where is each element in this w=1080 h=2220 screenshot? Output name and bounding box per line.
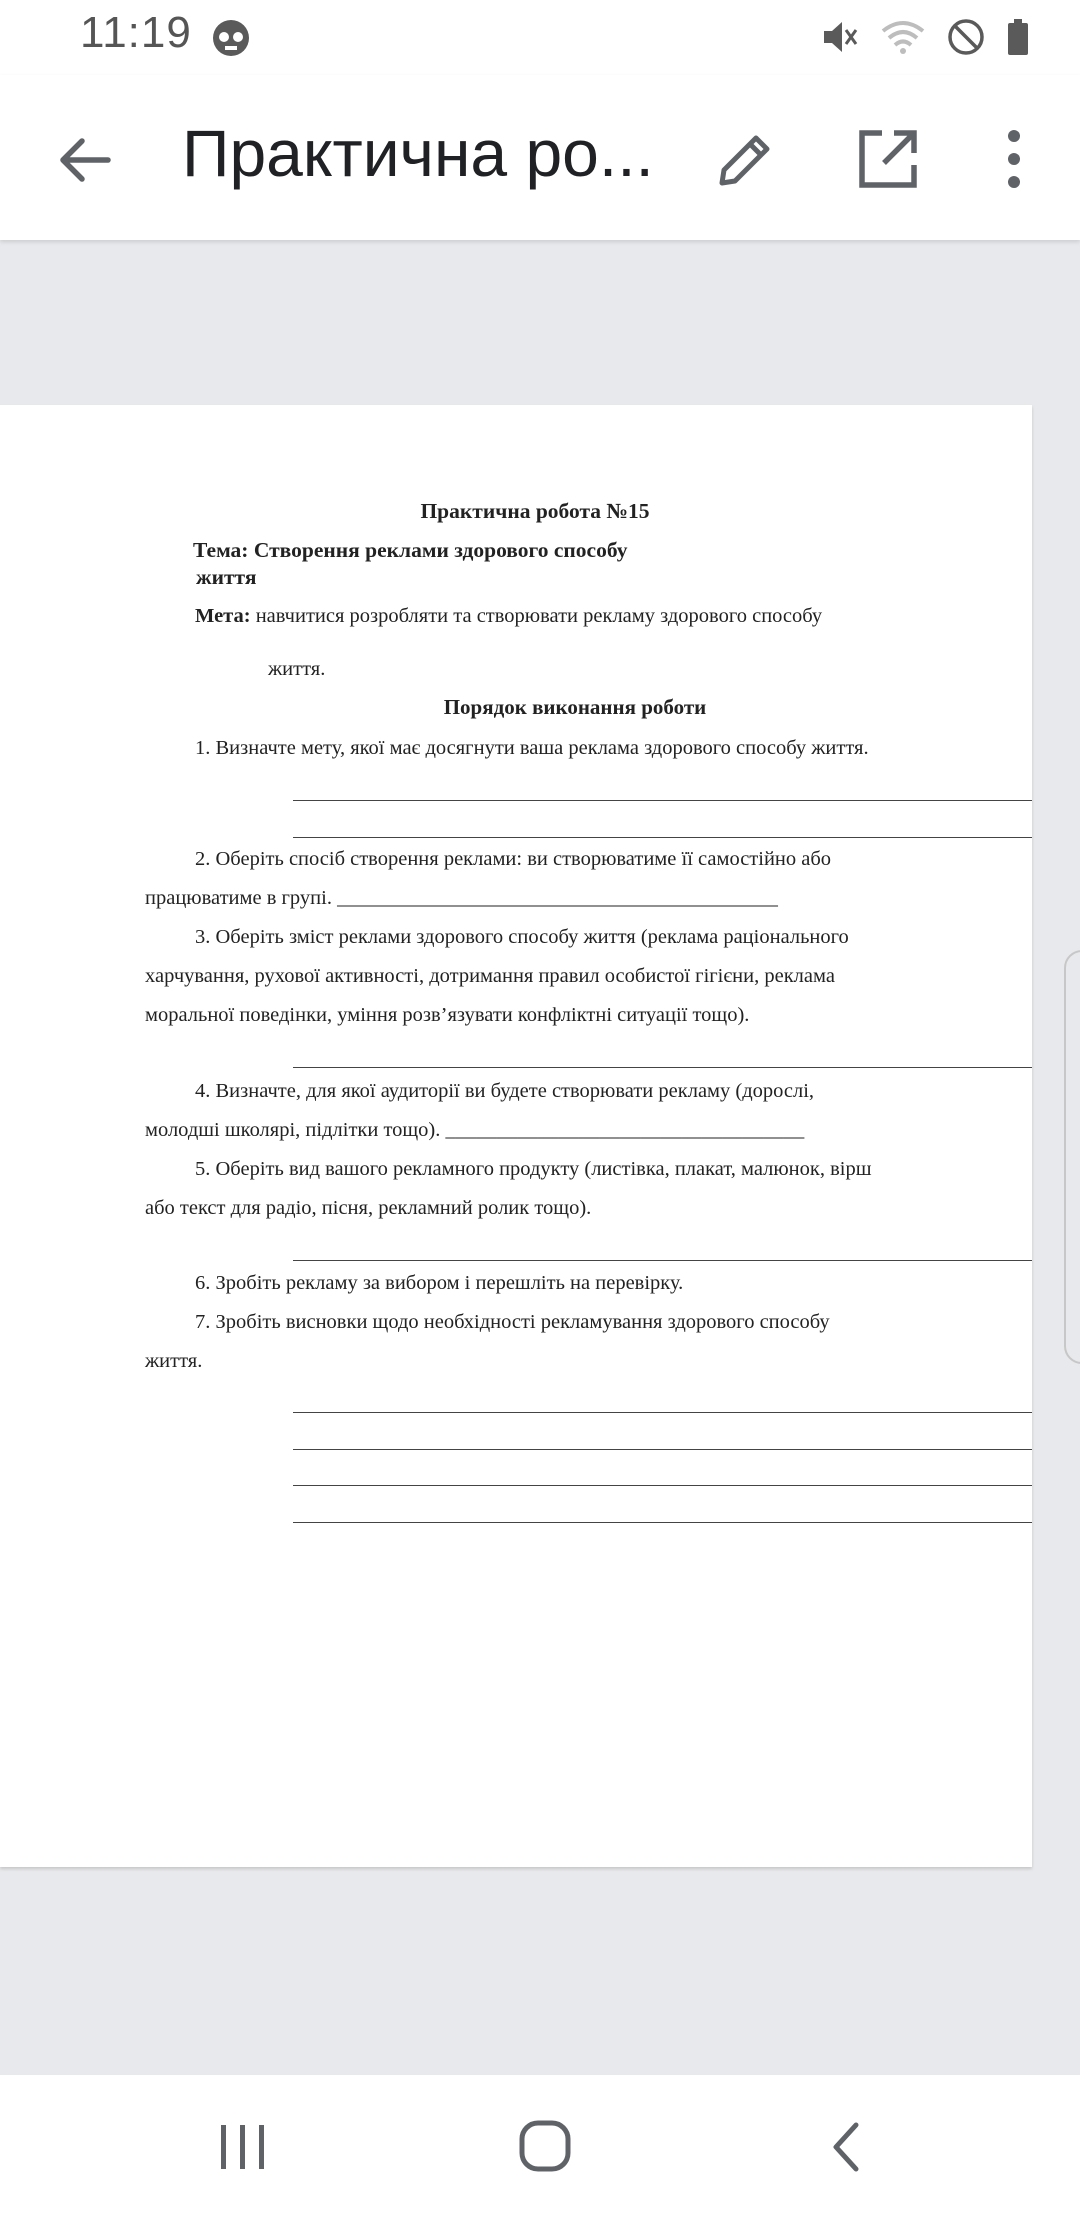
step-7-line2: життя. — [145, 1350, 203, 1372]
document-title: Практична ро... — [182, 116, 654, 190]
status-bar — [0, 0, 1080, 75]
goal-text-line1: навчитися розробляти та створювати рекламу здорового способу — [250, 605, 823, 627]
answer-line — [293, 1522, 1032, 1523]
recents-icon[interactable] — [218, 2121, 268, 2173]
step-4-line1: 4. Визначте, для якої аудиторії ви будете створювати рекламу (дорослі, — [195, 1080, 815, 1102]
answer-line — [293, 1412, 1032, 1413]
more-vert-icon[interactable] — [995, 123, 1033, 195]
pencil-icon[interactable] — [710, 125, 780, 195]
wifi-icon — [880, 17, 926, 57]
open-external-icon[interactable] — [852, 123, 924, 195]
status-icons — [820, 15, 1030, 59]
answer-line — [293, 1449, 1032, 1450]
doc-title: Практична робота №15 — [420, 499, 650, 523]
answer-line — [293, 1260, 1032, 1261]
app-bar — [0, 75, 1080, 240]
navigation-bar — [0, 2075, 1080, 2220]
answer-line — [293, 837, 1032, 838]
step-2-line1: 2. Оберіть спосіб створення реклами: ви створюватиме її самостійно або — [195, 848, 832, 870]
doc-theme — [193, 537, 723, 591]
doc-goal — [195, 605, 822, 628]
back-arrow-icon[interactable] — [50, 125, 120, 195]
doc-theme-line1: Тема: Створення реклами здорового способу — [193, 538, 628, 562]
answer-line — [293, 1067, 1032, 1068]
step-2-line2: працюватиме в групі. ___________________________________________ — [145, 887, 778, 909]
doc-theme-line2: життя — [196, 565, 257, 589]
do-not-disturb-icon — [946, 17, 986, 57]
order-title: Порядок виконання роботи — [443, 695, 707, 719]
step-7-line1: 7. Зробіть висновки щодо необхідності рекламування здорового способу — [195, 1311, 830, 1333]
step-5-line1: 5. Оберіть вид вашого рекламного продукту (листівка, плакат, малюнок, вірш — [195, 1158, 872, 1180]
status-time: 11:19 — [80, 8, 192, 57]
fast-scroll-handle[interactable] — [1064, 950, 1080, 1364]
step-6: 6. Зробіть рекламу за вибором і перешліть на перевірку. — [195, 1272, 684, 1294]
step-3-line3: моральної поведінки, уміння розв’язувати конфліктні ситуації тощо). — [145, 1004, 750, 1026]
answer-line — [293, 800, 1032, 801]
step-3-line2: харчування, рухової активності, дотримання правил особистої гігієни, реклама — [145, 965, 835, 987]
answer-line — [293, 1485, 1032, 1486]
goal-label: Мета: — [195, 605, 251, 627]
home-icon[interactable] — [518, 2119, 572, 2173]
battery-icon — [1006, 17, 1030, 57]
step-4-line2: молодші школярі, підлітки тощо). ___________________________________ — [145, 1119, 805, 1141]
step-1: 1. Визначте мету, якої має досягнути ваша реклама здорового способу життя. — [195, 737, 869, 759]
step-5-line2: або текст для радіо, пісня, рекламний ролик тощо). — [145, 1197, 592, 1219]
goal-text-line2: життя. — [268, 658, 326, 680]
back-icon[interactable] — [826, 2119, 866, 2175]
mute-icon — [820, 17, 860, 57]
step-3-line1: 3. Оберіть зміст реклами здорового способу життя (реклама раціонального — [195, 926, 849, 948]
document-page — [0, 405, 1032, 1867]
skull-icon — [211, 18, 251, 58]
